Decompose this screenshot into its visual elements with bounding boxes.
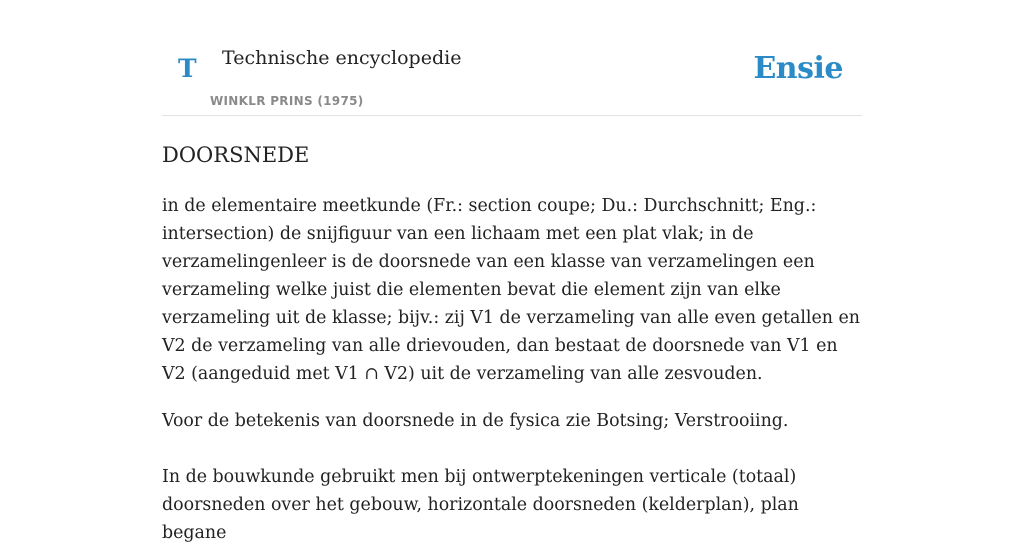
ensie-logo[interactable]: Ensie <box>753 51 843 86</box>
entry-paragraph-physics: Voor de betekenis van doorsnede in de fysica zie Botsing; Verstrooiing. <box>162 411 789 431</box>
header <box>162 0 862 116</box>
book-logo[interactable]: T <box>178 54 197 83</box>
book-title[interactable]: Technische encyclopedie <box>222 47 462 69</box>
entry-title: DOORSNEDE <box>162 143 310 167</box>
entry-paragraph-definition: in de elementaire meetkunde (Fr.: section coupe; Du.: Durchschnitt; Eng.: intersection) de snijfiguur van een lichaam met een plat vlak; in de verzamelingenleer is de doorsnede van een klasse van verzamelingen een verzameling welke juist die elementen bevat die element zijn van elke verzameling uit de klasse; bijv.: zij V1 de verzameling van alle even getallen en V2 de verzameling van alle drievouden, dan bestaat de doorsnede van V1 en V2 (aangeduid met V1 ∩ V2) uit de verzameling van alle zesvouden. <box>162 196 860 384</box>
book-source: WINKLR PRINS (1975) <box>210 94 364 108</box>
entry-content <box>162 139 862 547</box>
entry-paragraph-architecture: In de bouwkunde gebruikt men bij ontwerptekeningen verticale (totaal) doorsneden over het gebouw, horizontale doorsneden (kelderplan), plan begane <box>162 467 799 543</box>
